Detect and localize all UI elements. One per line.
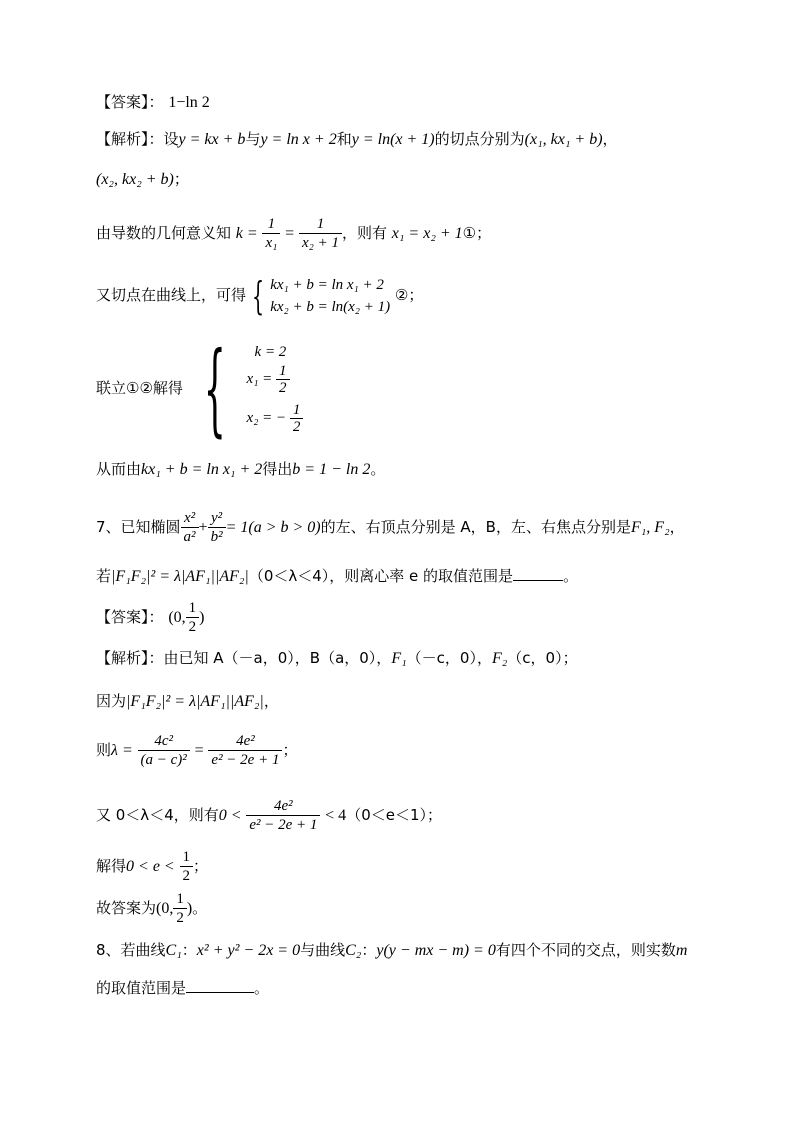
denominator: 2 [176, 910, 184, 926]
formula: y = kx + b [178, 131, 246, 148]
formula: |F₁F₂|² = λ|AF₁||AF₂| [111, 568, 249, 585]
analysis-line-7-2 [96, 691, 279, 712]
analysis-line-7-6 [96, 888, 207, 929]
analysis-label: 【解析】 [96, 649, 149, 667]
text: ； [193, 857, 209, 875]
formula: λ = [111, 742, 133, 759]
denominator: x₂ + 1 [301, 235, 339, 251]
denominator: (a − c)² [140, 752, 187, 768]
text: ①； [462, 224, 492, 242]
formula: k = [235, 225, 258, 242]
formula: b = 1 − ln 2 [292, 461, 371, 478]
equation-system [270, 274, 390, 318]
plus: + [198, 519, 208, 536]
text: 与曲线 [300, 941, 346, 959]
formula: y = ln(x + 1) [351, 131, 435, 148]
fraction [208, 509, 226, 546]
formula: |F₁F₂|² = λ|AF₁||AF₂| [126, 693, 264, 710]
fraction [180, 848, 194, 885]
solution-row: k = 2 [254, 343, 287, 360]
text: 得出 [262, 460, 293, 478]
question-7-line-2 [96, 566, 578, 587]
formula: ) [199, 609, 205, 626]
formula: (0, [156, 900, 174, 917]
analysis-line-7-1 [96, 648, 578, 669]
text: （－c，0）， [406, 649, 492, 667]
analysis-line-6-1 [96, 129, 618, 150]
text: （0＜λ＜4），则离心率 e 的取值范围是 [248, 567, 514, 585]
left-brace: { [203, 329, 226, 447]
numerator: 4e² [246, 797, 320, 816]
analysis-line-7-4 [96, 795, 442, 836]
answer-line-6 [96, 92, 210, 113]
text: ：由已知 A（－a，0），B（a，0）， [148, 649, 392, 667]
text: 又 0＜λ＜4，则有 [96, 806, 219, 824]
answer-blank [513, 566, 563, 581]
text: （c，0）； [507, 649, 578, 667]
equals: = [285, 225, 295, 242]
text: 的取值范围是 [96, 979, 187, 997]
text: （0＜e＜1）； [346, 806, 443, 824]
formula: C₁ [165, 942, 182, 959]
text: ： [181, 941, 197, 959]
fraction [173, 890, 187, 927]
numerator: 1 [180, 848, 194, 867]
solution-system [247, 343, 304, 435]
numerator: x² [181, 509, 199, 528]
denominator: x₁ [265, 235, 278, 251]
text: 解得 [96, 857, 127, 875]
analysis-line-6-5 [96, 329, 303, 447]
numerator: y² [208, 509, 226, 528]
formula: x₂ = − [246, 409, 287, 426]
fraction [276, 363, 290, 396]
formula: C₂ [345, 942, 362, 959]
numerator: 1 [262, 215, 280, 234]
formula: 0 < [218, 807, 242, 824]
text: 从而由 [96, 460, 142, 478]
answer-sep: ： [148, 608, 164, 626]
formula: F₁, F₂ [630, 519, 670, 536]
fraction [186, 599, 200, 636]
formula: F₁ [391, 650, 407, 667]
numerator: 4e² [208, 732, 282, 751]
left-brace: { [252, 273, 265, 318]
formula: y(y − mx − m) = 0 [376, 942, 496, 959]
formula: 0 < e < [126, 858, 175, 875]
solution-row [247, 402, 304, 435]
equation-row: kx₂ + b = ln(x₂ + 1) [270, 298, 391, 315]
analysis-line-6-6 [96, 459, 385, 480]
text: ； [173, 170, 189, 188]
fraction [299, 215, 342, 252]
fraction [208, 732, 282, 769]
numerator: 1 [299, 215, 342, 234]
fraction [246, 797, 320, 834]
equals: = [194, 742, 204, 759]
solution-row [247, 363, 304, 396]
formula: x₁ = x₂ + 1 [391, 225, 463, 242]
equation-row: kx₁ + b = ln x₁ + 2 [270, 276, 384, 293]
question-7-line-1 [96, 507, 685, 548]
answer-blank [186, 978, 254, 993]
formula: y = ln x + 2 [260, 131, 337, 148]
text: 则 [96, 741, 112, 759]
analysis-line-7-3 [96, 730, 297, 771]
answer-value: 1−ln 2 [168, 94, 210, 111]
answer-label: 【答案】 [96, 93, 149, 111]
denominator: e² − 2e + 1 [249, 817, 318, 833]
analysis-line-6-4 [96, 273, 423, 318]
text: ， [263, 692, 279, 710]
text: ，则有 [341, 224, 387, 242]
formula: F₂ [491, 650, 508, 667]
formula: (0, [168, 609, 186, 626]
text: ， [602, 130, 618, 148]
denominator: e² − 2e + 1 [211, 752, 280, 768]
formula: kx₁ + b = ln x₁ + 2 [141, 461, 263, 478]
text: ： [361, 941, 377, 959]
numerator: 1 [276, 363, 290, 380]
text: 故答案为 [96, 899, 157, 917]
numerator: 1 [290, 402, 304, 419]
fraction [138, 732, 190, 769]
question-8-line-2 [96, 978, 269, 998]
analysis-line-6-3 [96, 214, 491, 253]
text: ：设 [148, 130, 179, 148]
numerator: 4c² [138, 732, 190, 751]
text: 和 [336, 130, 352, 148]
fraction [262, 215, 280, 252]
text: 。 [192, 899, 208, 917]
formula: x² + y² − 2x = 0 [196, 942, 301, 959]
text: 7、已知椭圆 [96, 518, 181, 536]
denominator: a² [183, 529, 196, 545]
denominator: b² [210, 529, 223, 545]
formula: x₁ = [246, 370, 273, 387]
text: 与 [245, 130, 261, 148]
text: 联立①②解得 [96, 379, 183, 397]
analysis-label: 【解析】 [96, 130, 149, 148]
analysis-line-6-2 [96, 169, 189, 190]
answer-label: 【答案】 [96, 608, 149, 626]
numerator: 1 [173, 890, 187, 909]
text: 因为 [96, 692, 127, 710]
text: 的左、右顶点分别是 A，B，左、右焦点分别是 [320, 518, 631, 536]
text: 有四个不同的交点，则实数 [495, 941, 676, 959]
formula: = 1(a > b > 0) [225, 519, 321, 536]
text: 由导数的几何意义知 [96, 224, 232, 242]
formula: (x₂, kx₂ + b) [96, 171, 174, 188]
formula: m [675, 942, 688, 959]
text: 。 [370, 460, 386, 478]
formula: (x₁, kx₁ + b) [524, 131, 603, 148]
text: 又切点在曲线上，可得 [96, 286, 247, 304]
formula: < 4 [325, 807, 347, 824]
fraction [181, 509, 199, 546]
text: ； [282, 741, 298, 759]
text: 8、若曲线 [96, 941, 166, 959]
question-8-line-1 [96, 940, 687, 961]
numerator: 1 [186, 599, 200, 618]
denominator: 2 [279, 379, 287, 396]
text: 。 [563, 567, 579, 585]
text: ， [669, 518, 685, 536]
answer-line-7 [96, 597, 204, 638]
denominator: 2 [188, 619, 197, 635]
analysis-line-7-5 [96, 846, 208, 887]
fraction [290, 402, 304, 435]
text: 若 [96, 567, 112, 585]
text: 。 [254, 979, 270, 997]
formula: ) [186, 900, 193, 917]
denominator: 2 [292, 418, 301, 435]
answer-sep: ： [148, 93, 164, 111]
text: ②； [394, 286, 424, 304]
denominator: 2 [182, 868, 190, 884]
text: 的切点分别为 [434, 130, 525, 148]
